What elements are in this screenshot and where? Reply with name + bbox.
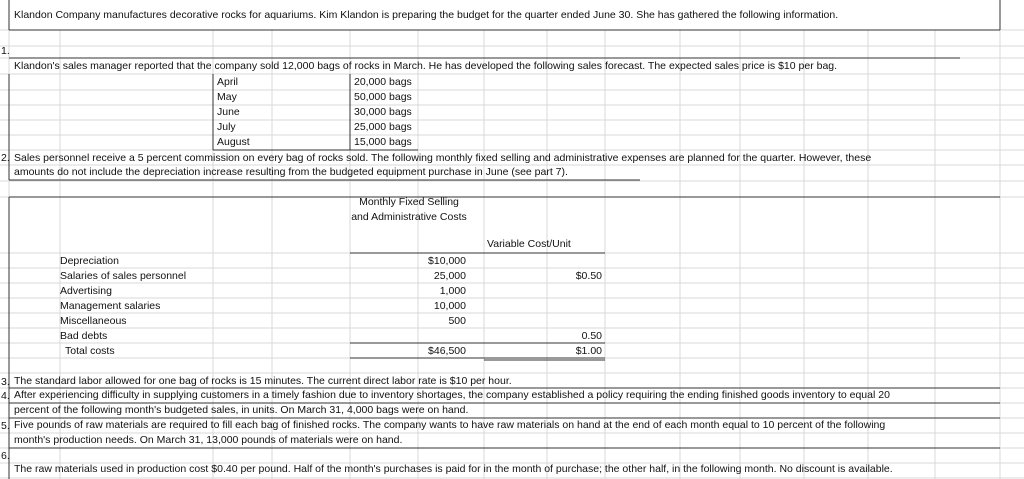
item-3-number: 3. (1, 376, 10, 388)
forecast-bags: 30,000 bags (354, 106, 412, 118)
item-6-text: The raw materials used in production cost $0.40 per pound. Half of the month's purchases is paid for in the month of purchase; the other half, in the following month. No discount is available. (14, 463, 893, 475)
forecast-bags: 20,000 bags (354, 76, 412, 88)
item-1-number: 1. (1, 45, 10, 57)
column-header-fixed-costs: Monthly Fixed Selling and Administrative Costs (351, 196, 467, 223)
item-5-line-2: month's production needs. On March 31, 13,000 pounds of materials were on hand. (14, 434, 403, 446)
column-header-variable-cost: Variable Cost/Unit (487, 238, 571, 250)
item-5-number: 5. (1, 420, 10, 432)
item-4-line-1: After experiencing difficulty in supplying customers in a timely fashion due to inventory shortages, the company established a policy requiring the ending finished goods inventory to equal 20 (14, 389, 890, 401)
total-label: Total costs (65, 345, 115, 357)
forecast-bags: 25,000 bags (354, 121, 412, 133)
fixed-cost: 500 (448, 315, 466, 327)
item-2-line-1: Sales personnel receive a 5 percent commission on every bag of rocks sold. The following monthly fixed selling and administrative expenses are planned for the quarter. However, these (14, 152, 872, 164)
fixed-cost: 1,000 (439, 285, 466, 297)
variable-cost: 0.50 (581, 330, 602, 342)
cost-label: Depreciation (60, 255, 119, 267)
intro-text: Klandon Company manufactures decorative rocks for aquariums. Kim Klandon is preparing the budget for the quarter ended June 30. She has gathered the following information. (14, 9, 839, 21)
item-4-number: 4. (1, 390, 10, 402)
cost-label: Miscellaneous (60, 315, 127, 327)
total-fixed-cost: $46,500 (428, 345, 466, 357)
fixed-cost: 25,000 (433, 270, 466, 282)
forecast-month: August (217, 136, 250, 148)
fixed-cost: 10,000 (433, 300, 466, 312)
item-1-text: Klandon's sales manager reported that the company sold 12,000 bags of rocks in March. He has developed the following sales forecast. The expected sales price is $10 per bag. (14, 60, 838, 72)
item-6-number: 6. (1, 450, 10, 462)
forecast-bags: 50,000 bags (354, 91, 412, 103)
forecast-bags: 15,000 bags (354, 136, 412, 148)
forecast-month: June (217, 106, 240, 118)
cost-label: Management salaries (60, 300, 161, 312)
cost-label: Salaries of sales personnel (60, 270, 187, 282)
item-4-line-2: percent of the following month's budgeted sales, in units. On March 31, 4,000 bags were on hand. (14, 404, 469, 416)
item-2-line-2: amounts do not include the depreciation increase resulting from the budgeted equipment purchase in June (see part 7). (14, 166, 568, 178)
variable-cost: $0.50 (575, 270, 602, 282)
forecast-month: April (217, 76, 239, 88)
item-2-number: 2. (1, 152, 10, 164)
total-variable-cost: $1.00 (575, 345, 602, 357)
forecast-month: July (217, 121, 236, 133)
cost-label: Advertising (60, 285, 112, 297)
item-3-text: The standard labor allowed for one bag of rocks is 15 minutes. The current direct labor rate is $10 per hour. (14, 375, 512, 387)
fixed-cost: $10,000 (428, 255, 466, 267)
cost-label: Bad debts (60, 330, 108, 342)
forecast-month: May (217, 91, 237, 103)
item-5-line-1: Five pounds of raw materials are required to fill each bag of finished rocks. The company wants to have raw materials on hand at the end of each month equal to 10 percent of the following (14, 419, 886, 431)
